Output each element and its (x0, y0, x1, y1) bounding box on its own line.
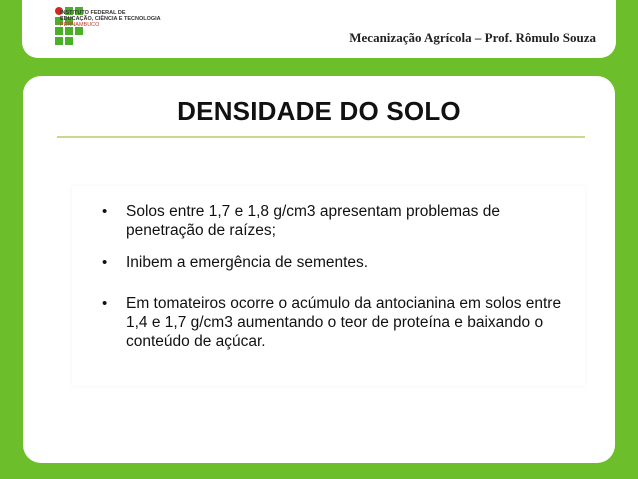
slide-content-card (23, 76, 615, 463)
institute-name-line1: INSTITUTO FEDERAL DE (60, 10, 126, 16)
bullet-item (102, 202, 562, 240)
bullet-icon: • (102, 295, 108, 312)
bullet-text: Inibem a emergência de sementes. (126, 254, 369, 271)
bullet-icon: • (102, 203, 108, 220)
bullet-icon: • (102, 254, 108, 271)
course-title: Mecanização Agrícola – Prof. Rômulo Souza (349, 30, 596, 45)
institute-name-line2: EDUCAÇÃO, CIÊNCIA E TECNOLOGIA (60, 16, 161, 22)
title-divider (57, 136, 585, 138)
slide-title: DENSIDADE DO SOLO (177, 96, 461, 126)
bullet-item (102, 294, 562, 351)
bullet-list (102, 202, 562, 364)
bullet-text: Solos entre 1,7 e 1,8 g/cm3 apresentam problemas de penetração de raízes; (126, 203, 500, 239)
institute-name (60, 10, 161, 28)
slide-header (22, 0, 616, 58)
institute-name-line3: PERNAMBUCO (60, 22, 100, 28)
bullet-content-box (72, 186, 585, 386)
bullet-text: Em tomateiros ocorre o acúmulo da antocianina em solos entre 1,4 e 1,7 g/cm3 aumentando o teor de proteína e baixando o conteúdo de açúcar. (126, 295, 562, 350)
bullet-item (102, 253, 562, 272)
